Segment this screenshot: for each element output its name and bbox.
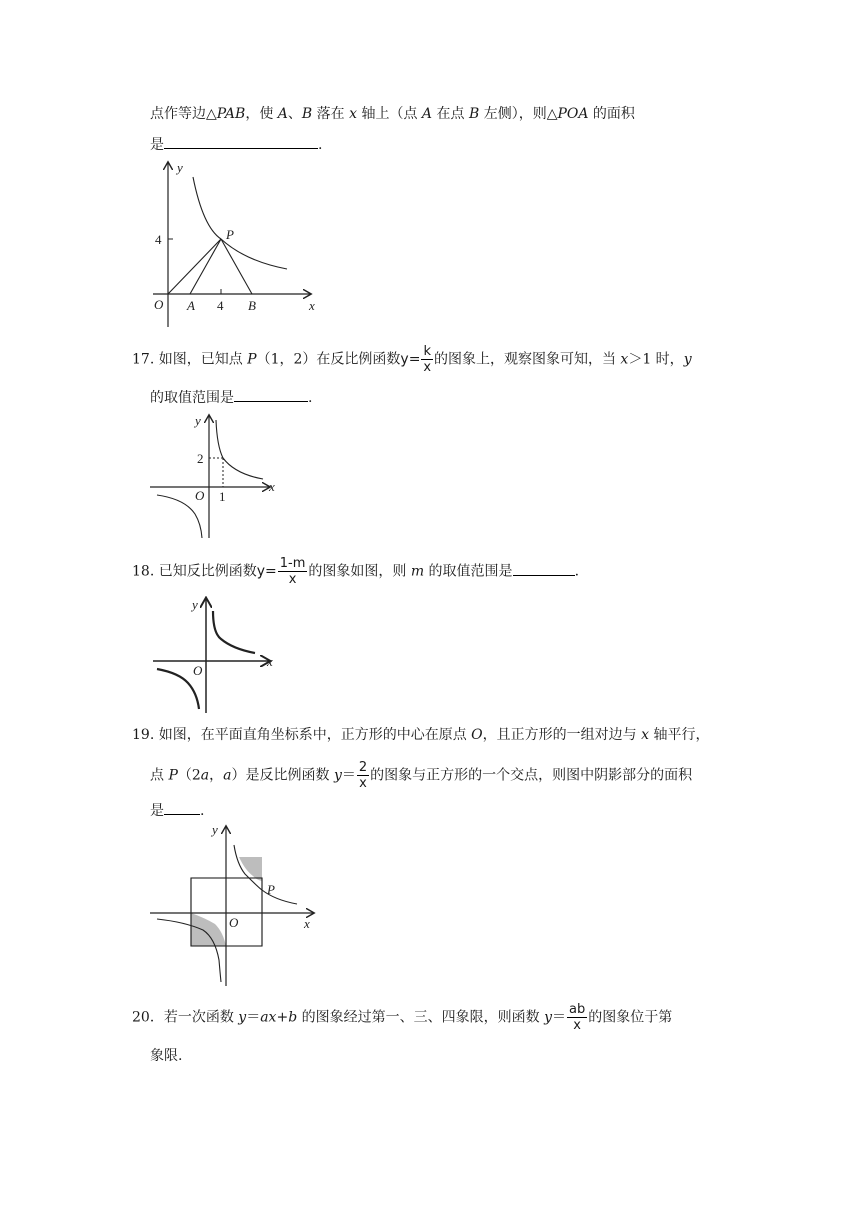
q16-label-o: O <box>154 297 164 312</box>
q18-answer-blank[interactable] <box>513 561 575 576</box>
q18-fraction: $\frac{1-m}{x}$ <box>279 556 306 587</box>
q18-line: 18. 已知反比例函数y= $\frac{1-m}{x}$ 的图象如图，则 m 的取值范围是 . <box>132 556 580 587</box>
q16-line1: 点作等边△PAB，使 A、B 落在 x 轴上（点 A 在点 B 左侧），则△POA 的面积 <box>150 106 635 122</box>
q16-figure <box>145 155 345 335</box>
q19-shaded-q3 <box>191 913 226 946</box>
q18-branch-q1 <box>213 611 255 653</box>
q16-segment-bp <box>221 239 252 294</box>
q17-figure <box>145 410 285 540</box>
q20-line1: 20．若一次函数 y＝ax+b 的图象经过第一、三、四象限，则函数 y＝ $\frac{ab}{x}$ 的图象位于第 <box>132 1002 673 1033</box>
q16-label-4x: 4 <box>217 298 224 313</box>
q17-label-2: 2 <box>197 451 204 466</box>
q18-figure <box>145 595 285 715</box>
q16-line2: 是 . <box>150 134 322 155</box>
q17-line2: 的取值范围是 . <box>150 387 312 408</box>
q19-fraction: $\frac{2}{x}$ <box>358 760 368 791</box>
q19-line2: 点 P（2a，a）是反比例函数 y＝ $\frac{2}{x}$ 的图象与正方形的一个交点，则图中阴影部分的面积 <box>150 760 693 791</box>
q17-label-x: x <box>269 479 275 494</box>
q16-label-4y: 4 <box>155 232 162 247</box>
q18-label-y: y <box>192 597 198 612</box>
q17-label-y: y <box>195 413 201 428</box>
q16-hyperbola <box>193 177 287 269</box>
q18-label-o: O <box>193 663 203 678</box>
q17-label-o: O <box>195 488 205 503</box>
q19-answer-blank[interactable] <box>164 800 200 815</box>
q18-label-x: x <box>267 654 273 669</box>
q19-shaded-q1 <box>239 857 262 881</box>
q19-branch-q1 <box>234 845 297 904</box>
q19-figure <box>145 820 335 990</box>
q19-line1: 19. 如图，在平面直角坐标系中，正方形的中心在原点 O，且正方形的一组对边与 x 轴平行， <box>132 727 710 743</box>
q20-fraction: $\frac{ab}{x}$ <box>568 1002 586 1033</box>
q17-line1: 17. 如图，已知点 P（1，2）在反比例函数y= $\frac{k}{x}$ 的图象上，观察图象可知，当 x＞1 时，y <box>132 344 692 375</box>
q16-label-b: B <box>248 298 256 313</box>
q19-line3: 是 . <box>150 800 204 821</box>
q16-label-x: x <box>309 298 315 313</box>
q19-square-q1-cell <box>226 878 262 913</box>
q17-fraction: $\frac{k}{x}$ <box>423 344 432 375</box>
q19-label-p: P <box>267 882 275 897</box>
q17-label-1: 1 <box>219 489 226 504</box>
q19-label-o: O <box>229 915 239 930</box>
q19-label-y: y <box>212 822 218 837</box>
q16-label-p: P <box>226 227 234 242</box>
q17-answer-blank[interactable] <box>234 387 308 402</box>
q19-label-x: x <box>304 916 310 931</box>
q20-line2: 象限. <box>150 1048 183 1064</box>
q16-answer-blank[interactable] <box>164 134 318 149</box>
q16-label-a: A <box>187 298 195 313</box>
q16-label-y: y <box>177 160 183 175</box>
